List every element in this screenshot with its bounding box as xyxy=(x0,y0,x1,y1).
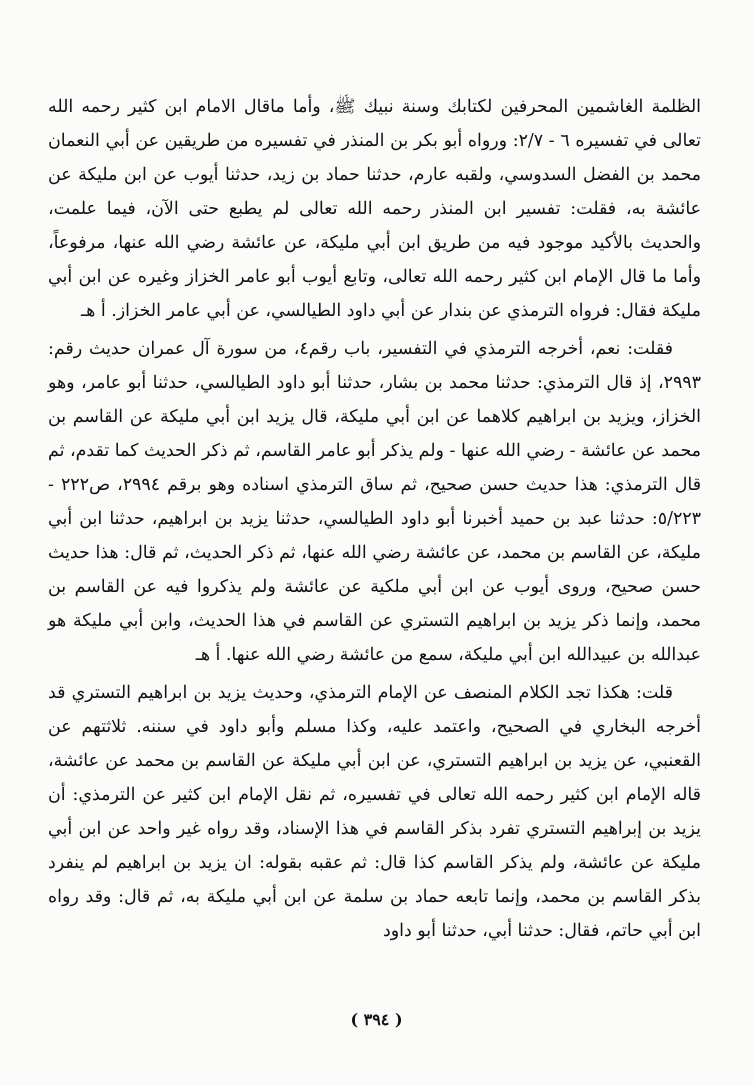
paragraph-3: قلت: هكذا تجد الكلام المنصف عن الإمام الترمذي، وحديث يزيد بن ابراهيم التستري قد أخرجه البخاري في الصحيح، واعتمد عليه، وكذا مسلم وأبو داود في سننه. ثلاثتهم عن القعنبي، عن يزيد بن ابراهيم التستري، عن ابن أبي مليكة عن القاسم بن محمد عن عائشة، قاله الإمام ابن كثير رحمه الله تعالى في تفسيره، ثم نقل الإمام ابن كثير عن الترمذي: أن يزيد بن إبراهيم التستري تفرد بذكر القاسم في هذا الإسناد، وقد رواه غير واحد عن ابن أبي مليكة عن عائشة، ولم يذكر القاسم كذا قال: ثم عقبه بقوله: ان يزيد بن ابراهيم لم ينفرد بذكر القاسم بن محمد، وإنما تابعه حماد بن سلمة عن ابن أبي مليكة به، ثم قال: وقد رواه ابن أبي حاتم، فقال: حدثنا أبي، حدثنا أبو داود xyxy=(48,683,701,941)
paragraph-1: الظلمة الغاشمين المحرفين لكتابك وسنة نبيك ﷺ، وأما ماقال الامام ابن كثير رحمه الله تعالى في تفسيره ٦ - ٢/٧: ورواه أبو بكر بن المنذر في تفسيره من طريقين عن أبي النعمان محمد بن الفضل السدوسي، ولقبه عارم، حدثنا حماد بن زيد، حدثنا أيوب عن ابن مليكة عن عائشة به، فقلت: تفسير ابن المنذر رحمه الله تعالى لم يطبع حتى الآن، فيما علمت، والحديث بالأكيد موجود فيه من طريق ابن أبي مليكة، عن عائشة رضي الله عنها، مرفوعاً، وأما ما قال الإمام ابن كثير رحمه الله تعالى، وتابع أيوب أبو عامر الخزاز وغيره عن ابن أبي مليكة فقال: فرواه الترمذي عن بندار عن أبي داود الطيالسي، عن أبي عامر الخزاز. أ هـ xyxy=(48,97,701,321)
page-number: ( ٣٩٤ ) xyxy=(350,1010,403,1029)
paragraph-2: فقلت: نعم، أخرجه الترمذي في التفسير، باب رقم٤، من سورة آل عمران حديث رقم: ٢٩٩٣، إذ قال الترمذي: حدثنا محمد بن بشار، حدثنا أبو داود الطيالسي، حدثنا أبو عامر، وهو الخزاز، ويزيد بن ابراهيم كلاهما عن ابن أبي مليكة، قال يزيد ابن أبي مليكة عن القاسم بن محمد عن عائشة - رضي الله عنها - ولم يذكر أبو عامر القاسم، ثم ذكر الحديث كما تقدم، ثم قال الترمذي: هذا حديث حسن صحيح، ثم ساق الترمذي اسناده وهو برقم ٢٩٩٤، ص٢٢٢ - ٥/٢٢٣: حدثنا عبد بن حميد أخبرنا أبو داود الطيالسي، حدثنا يزيد بن ابراهيم، حدثنا ابن أبي مليكة، عن القاسم بن محمد، عن عائشة رضي الله عنها، ثم ذكر الحديث، ثم قال: هذا حديث حسن صحيح، وروى أيوب عن ابن أبي ملكية عن عائشة ولم يذكروا فيه عن القاسم بن محمد، وإنما ذكر يزيد بن ابراهيم التستري عن القاسم في هذا الحديث، وابن أبي مليكة هو عبدالله بن عبيدالله ابن أبي مليكة، سمع من عائشة رضي الله عنها. أ هـ xyxy=(48,339,702,665)
